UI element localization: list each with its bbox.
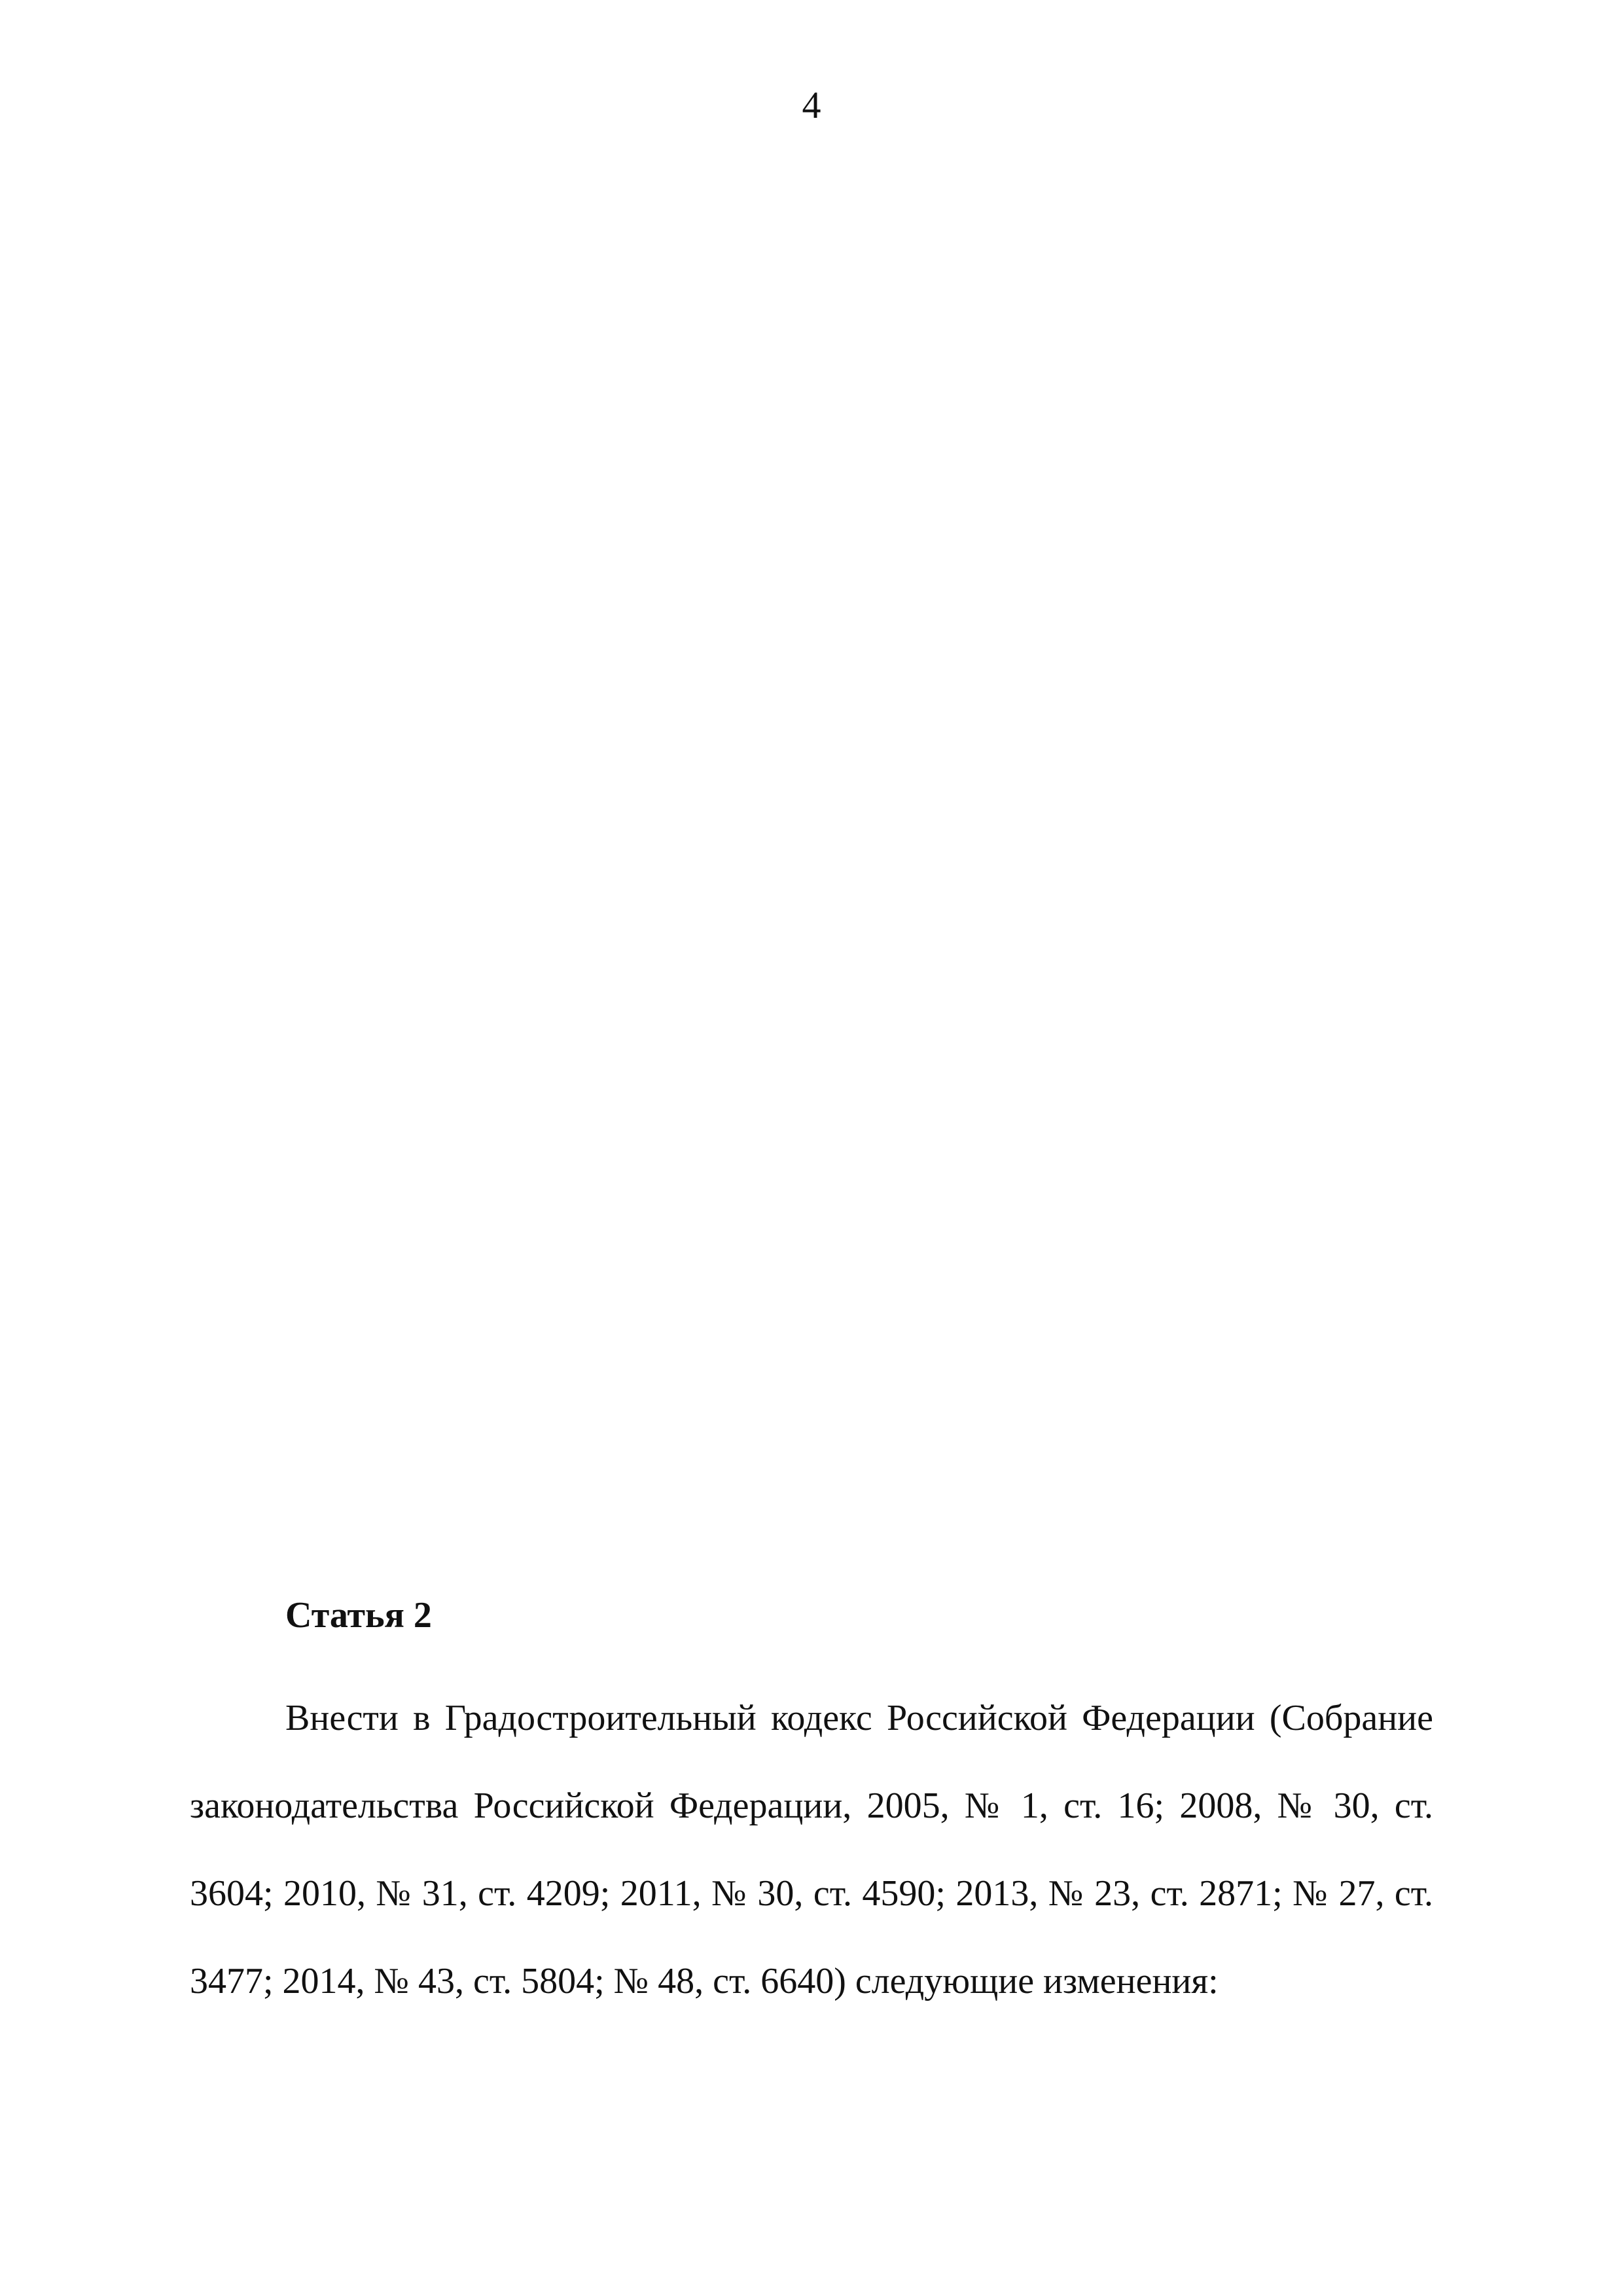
page-number: 4 bbox=[802, 84, 821, 126]
article-heading: Статья 2 bbox=[285, 1595, 432, 1636]
article-body-paragraph: Внести в Градостроительный кодекс Российской Федерации (Собрание законодательства Российской Федерации, 2005, № 1, ст. 16; 2008, № 30, ст. 3604; 2010, № 31, ст. 4209; 2011, № 30, ст. 4590; 2013, № 23, ст. 2871; № 27, ст. 3477; 2014, № 43, ст. 5804; № 48, ст. 6640) следующие изменения: bbox=[190, 1698, 1433, 2001]
